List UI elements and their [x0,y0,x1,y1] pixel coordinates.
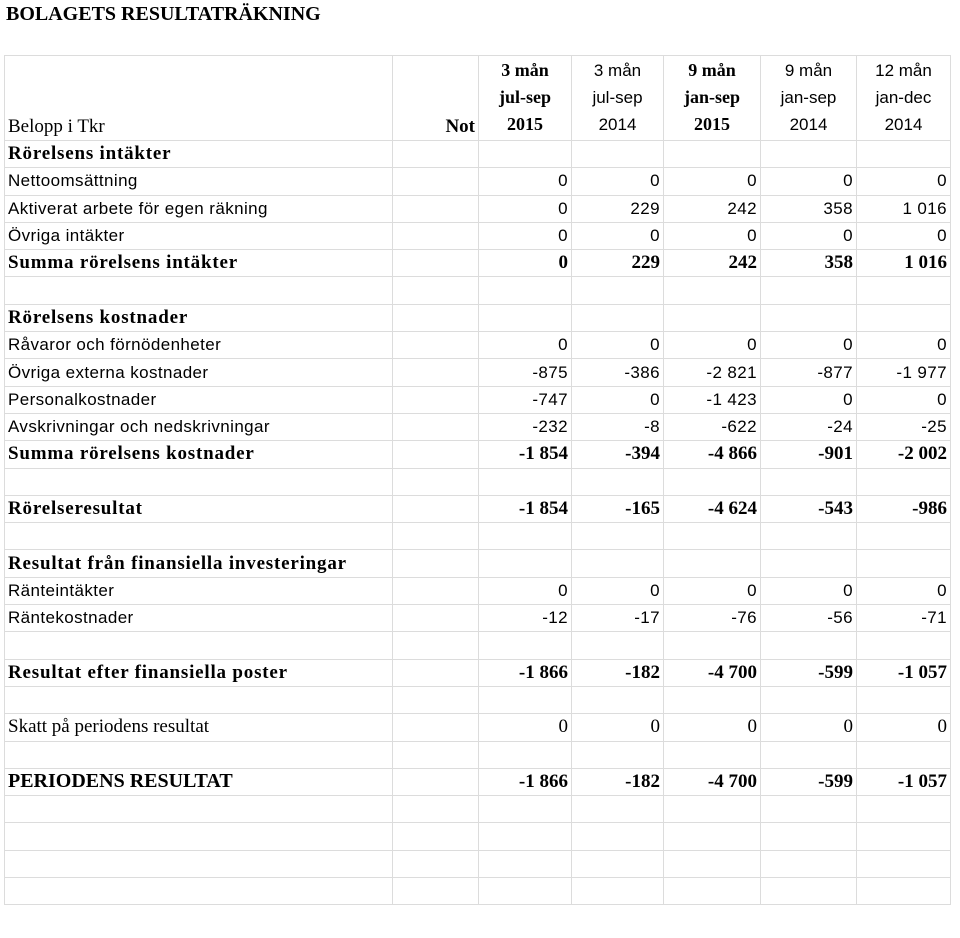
value-cell: 1 016 [857,195,951,222]
value-cell: 0 [761,714,857,741]
section-row [5,550,951,577]
value-cell: -1 854 [479,495,572,522]
value-cell [857,468,951,495]
row-label [5,850,393,877]
note-cell [393,441,479,468]
value-cell [664,741,761,768]
value-cell [664,141,761,168]
table-row [5,386,951,413]
row-label: Summa rörelsens intäkter [5,250,393,277]
row-label [5,741,393,768]
column-header-period: 12 mån [875,61,932,80]
column-header-period: 9 mån [784,61,833,80]
column-header-months: jan-sep [683,87,740,107]
value-cell: 0 [572,714,664,741]
value-cell: -1 057 [857,768,951,795]
note-cell [393,632,479,659]
note-cell [393,577,479,604]
value-cell [761,850,857,877]
value-cell [479,850,572,877]
value-cell [857,878,951,905]
value-cell: 242 [664,195,761,222]
table-row [5,250,951,277]
row-label [5,632,393,659]
value-cell: 358 [761,250,857,277]
value-cell [664,550,761,577]
note-cell [393,741,479,768]
section-row [5,141,951,168]
table-row [5,222,951,249]
value-cell: -394 [572,441,664,468]
note-cell [393,250,479,277]
value-cell [761,796,857,823]
value-cell: 0 [572,386,664,413]
value-cell [479,304,572,331]
value-cell [857,823,951,850]
note-cell [393,386,479,413]
value-cell: 0 [857,577,951,604]
column-header [572,56,664,141]
note-cell [393,523,479,550]
value-cell: -622 [664,413,761,440]
column-header-months: jan-dec [875,88,932,107]
note-cell [393,796,479,823]
value-cell: 0 [857,222,951,249]
value-cell [761,468,857,495]
table-row [5,168,951,195]
value-cell: -24 [761,413,857,440]
value-cell: 0 [857,168,951,195]
value-cell: -12 [479,605,572,632]
value-cell: -4 700 [664,768,761,795]
value-cell [664,304,761,331]
value-cell [572,550,664,577]
section-row [5,304,951,331]
value-cell: 0 [857,386,951,413]
value-cell: -182 [572,659,664,686]
value-cell: 1 016 [857,250,951,277]
value-cell [664,850,761,877]
note-cell [393,550,479,577]
value-cell: 0 [664,577,761,604]
value-cell: 0 [664,332,761,359]
row-label: Ränteintäkter [5,577,393,604]
value-cell [479,823,572,850]
value-cell [761,878,857,905]
value-cell: 0 [572,168,664,195]
column-header-months: jul-sep [498,87,551,107]
value-cell [479,468,572,495]
value-cell [761,686,857,713]
table-row [5,659,951,686]
value-cell [479,523,572,550]
value-cell: -76 [664,605,761,632]
value-cell [479,796,572,823]
value-cell [572,878,664,905]
value-cell: 229 [572,250,664,277]
value-cell: -986 [857,495,951,522]
table-row [5,605,951,632]
note-cell [393,413,479,440]
row-label: Avskrivningar och nedskrivningar [5,413,393,440]
note-cell [393,659,479,686]
value-cell [857,796,951,823]
section-heading: Rörelsens kostnader [5,304,393,331]
income-statement-table [4,55,951,905]
note-cell [393,195,479,222]
section-heading: Resultat från finansiella investeringar [5,550,393,577]
value-cell [857,523,951,550]
note-cell [393,768,479,795]
value-cell: -901 [761,441,857,468]
note-cell [393,359,479,386]
column-header-year: 2015 [507,114,543,134]
row-label: Aktiverat arbete för egen räkning [5,195,393,222]
column-header [857,56,951,141]
row-label [5,796,393,823]
value-cell: -71 [857,605,951,632]
value-cell [479,632,572,659]
value-cell [479,141,572,168]
section-heading: Rörelsens intäkter [5,141,393,168]
spacer-row [5,632,951,659]
value-cell: 0 [664,714,761,741]
value-cell: 0 [572,332,664,359]
value-cell: 0 [761,332,857,359]
note-cell [393,304,479,331]
value-cell [572,796,664,823]
value-cell: 358 [761,195,857,222]
row-label: Skatt på periodens resultat [5,714,393,741]
value-cell: -386 [572,359,664,386]
row-label [5,468,393,495]
row-label [5,686,393,713]
value-cell: -747 [479,386,572,413]
table-row [5,495,951,522]
value-cell [572,823,664,850]
spacer-row [5,686,951,713]
value-cell [761,141,857,168]
value-cell: -4 866 [664,441,761,468]
value-cell [664,823,761,850]
table-row [5,413,951,440]
value-cell [479,277,572,304]
value-cell: 0 [857,714,951,741]
value-cell [479,686,572,713]
row-label: Resultat efter finansiella poster [5,659,393,686]
spacer-row [5,523,951,550]
row-label [5,523,393,550]
value-cell [761,550,857,577]
value-cell: -875 [479,359,572,386]
value-cell [572,686,664,713]
value-cell: -1 423 [664,386,761,413]
note-cell [393,468,479,495]
value-cell [761,632,857,659]
row-label [5,823,393,850]
value-cell: -543 [761,495,857,522]
value-cell: 242 [664,250,761,277]
value-cell [857,686,951,713]
note-cell [393,605,479,632]
value-cell [572,523,664,550]
spacer-row [5,277,951,304]
value-cell [857,141,951,168]
column-header [479,56,572,141]
value-cell: -4 700 [664,659,761,686]
value-cell [761,823,857,850]
value-cell [857,850,951,877]
value-cell: 0 [479,195,572,222]
column-header-months: jul-sep [592,88,643,107]
column-header-period: 9 mån [688,60,736,80]
value-cell: 0 [664,168,761,195]
value-cell: -1 977 [857,359,951,386]
note-cell [393,823,479,850]
page-title: BOLAGETS RESULTATRÄKNING [6,3,321,25]
value-cell: 0 [761,386,857,413]
row-label: Råvaror och förnödenheter [5,332,393,359]
table-row [5,714,951,741]
value-cell: 0 [572,577,664,604]
value-cell [572,277,664,304]
column-header-year: 2014 [884,115,923,134]
row-label: PERIODENS RESULTAT [5,768,393,795]
value-cell [572,850,664,877]
value-cell: 0 [761,222,857,249]
row-label: Rörelseresultat [5,495,393,522]
row-label: Räntekostnader [5,605,393,632]
value-cell: -1 866 [479,659,572,686]
value-cell: 0 [664,222,761,249]
value-cell: 0 [761,168,857,195]
value-cell [572,632,664,659]
row-label: Summa rörelsens kostnader [5,441,393,468]
value-cell [572,141,664,168]
note-cell [393,850,479,877]
value-cell [572,468,664,495]
table-row [5,768,951,795]
value-cell [479,741,572,768]
value-cell: 229 [572,195,664,222]
value-cell: -17 [572,605,664,632]
value-cell [664,632,761,659]
value-cell: -2 821 [664,359,761,386]
column-header-period: 3 mån [593,61,642,80]
value-cell [664,686,761,713]
value-cell: -2 002 [857,441,951,468]
value-cell [857,277,951,304]
note-cell [393,495,479,522]
value-cell: -1 057 [857,659,951,686]
column-header [664,56,761,141]
value-cell: -8 [572,413,664,440]
value-cell [857,550,951,577]
value-cell [761,741,857,768]
note-cell [393,277,479,304]
value-cell [479,878,572,905]
note-cell [393,222,479,249]
note-cell [393,714,479,741]
column-header-year: 2014 [789,115,828,134]
value-cell [664,878,761,905]
note-cell [393,141,479,168]
spacer-row [5,878,951,905]
value-cell: -25 [857,413,951,440]
value-cell: -56 [761,605,857,632]
value-cell: 0 [479,714,572,741]
row-label: Nettoomsättning [5,168,393,195]
value-cell: -232 [479,413,572,440]
table-row [5,441,951,468]
value-cell [664,468,761,495]
table-row [5,332,951,359]
row-label: Övriga externa kostnader [5,359,393,386]
value-cell: -1 854 [479,441,572,468]
header-row [5,56,951,141]
value-cell: -165 [572,495,664,522]
row-label [5,277,393,304]
table-row [5,195,951,222]
value-cell: 0 [479,250,572,277]
row-label: Personalkostnader [5,386,393,413]
value-cell [857,741,951,768]
value-cell: -599 [761,659,857,686]
value-cell: 0 [857,332,951,359]
value-cell [664,796,761,823]
value-cell [572,304,664,331]
value-cell [664,277,761,304]
column-header-period: 3 mån [501,60,549,80]
value-cell [479,550,572,577]
spacer-row [5,850,951,877]
column-header-months: jan-sep [780,88,837,107]
value-cell: 0 [479,332,572,359]
column-header-year: 2014 [598,115,637,134]
value-cell: 0 [572,222,664,249]
value-cell: 0 [479,577,572,604]
spacer-row [5,468,951,495]
value-cell: 0 [761,577,857,604]
value-cell [857,632,951,659]
value-cell [761,304,857,331]
value-cell [572,741,664,768]
column-header-year: 2015 [694,114,730,134]
value-cell [761,277,857,304]
table-row [5,577,951,604]
value-cell: -599 [761,768,857,795]
spacer-row [5,741,951,768]
note-cell [393,332,479,359]
table-row [5,359,951,386]
row-label: Övriga intäkter [5,222,393,249]
value-cell: 0 [479,222,572,249]
value-cell: -4 624 [664,495,761,522]
note-cell [393,686,479,713]
value-cell: -1 866 [479,768,572,795]
value-cell [857,304,951,331]
note-cell [393,168,479,195]
value-cell: -877 [761,359,857,386]
spacer-row [5,796,951,823]
value-cell: -182 [572,768,664,795]
note-column-header: Not [393,56,479,141]
value-cell: 0 [479,168,572,195]
value-cell [761,523,857,550]
amount-label: Belopp i Tkr [5,56,393,141]
spacer-row [5,823,951,850]
value-cell [664,523,761,550]
column-header [761,56,857,141]
row-label [5,878,393,905]
note-cell [393,878,479,905]
